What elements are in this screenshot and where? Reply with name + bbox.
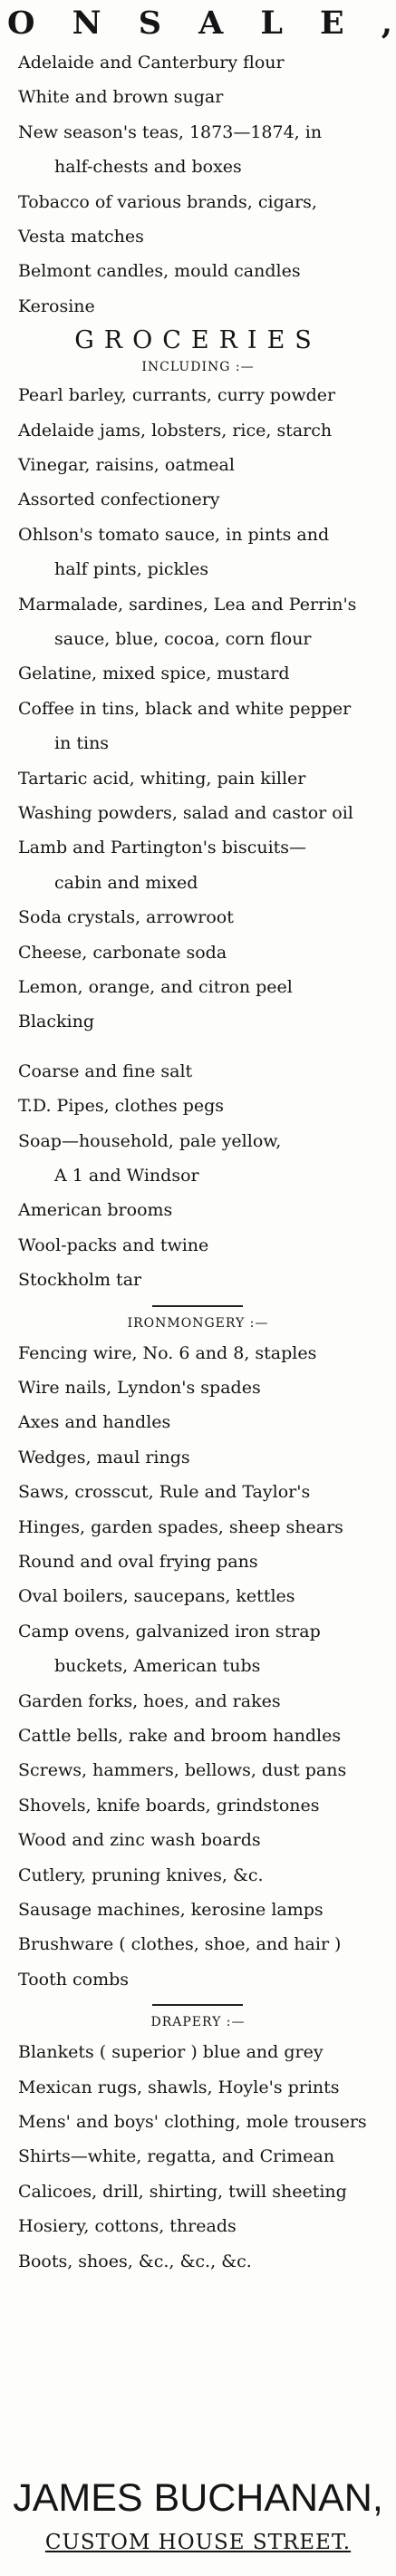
list-item-text: Tobacco of various brands, cigars, — [18, 191, 317, 212]
groceries-title: GROCERIES — [74, 326, 322, 355]
heading-letter: A — [198, 5, 224, 42]
list-item-text: Vinegar, raisins, oatmeal — [18, 455, 235, 475]
list-item-text: Screws, hammers, bellows, dust pans — [18, 1760, 347, 1781]
list-item-text: Hosiery, cottons, threads — [18, 2216, 237, 2237]
list-item — [0, 587, 396, 622]
list-item-text: Kerosine — [18, 295, 95, 316]
list-item-continuation-text: A 1 and Windsor — [54, 1166, 199, 1186]
list-item-text: Vesta matches — [18, 227, 144, 247]
list-item — [0, 1440, 396, 1475]
list-item — [0, 1336, 396, 1370]
list-item-continuation — [0, 150, 396, 184]
list-item-text: Assorted confectionery — [18, 489, 220, 510]
list-item — [0, 185, 396, 219]
list-item-text: Brushware ( clothes, shoe, and hair ) — [18, 1934, 342, 1955]
list-item-text: American brooms — [18, 1200, 173, 1221]
list-item-text: Wood and zinc wash boards — [18, 1830, 261, 1851]
list-item — [0, 2139, 396, 2174]
list-item-text: Garden forks, hoes, and rakes — [18, 1690, 281, 1711]
list-item-text: Mexican rugs, shawls, Hoyle's prints — [18, 2077, 340, 2097]
list-item — [0, 1545, 396, 1579]
list-item — [0, 1193, 396, 1227]
list-item-continuation-text: in tins — [54, 733, 110, 754]
list-item-text: Axes and handles — [18, 1412, 171, 1433]
heading-letter: , — [381, 5, 392, 42]
drapery-title: DRAPERY :— — [150, 2015, 246, 2030]
list-item-text: Wool-packs and twine — [18, 1235, 209, 1255]
list-item-text: Mens' and boys' clothing, mole trousers — [18, 2112, 367, 2132]
list-item-text: Wire nails, Lyndon's spades — [18, 1378, 261, 1398]
ironmongery-title: IRONMONGERY :— — [127, 1315, 269, 1331]
list-item — [0, 1510, 396, 1545]
list-item — [0, 2035, 396, 2069]
list-item-text: Coffee in tins, black and white pepper — [18, 698, 352, 719]
list-item-text: Shovels, knife boards, grindstones — [18, 1795, 320, 1816]
list-item — [0, 1124, 396, 1158]
list-item — [0, 1753, 396, 1787]
list-item — [0, 796, 396, 830]
list-item — [0, 900, 396, 935]
merchant-name: JAMES BUCHANAN, — [13, 2476, 383, 2520]
list-item-text: Lamb and Partington's biscuits— — [18, 838, 307, 858]
list-item-text: Soap—household, pale yellow, — [18, 1130, 282, 1151]
list-item — [0, 1405, 396, 1439]
list-item-text: Marmalade, sardines, Lea and Perrin's — [18, 594, 357, 615]
list-item-text: Calicoes, drill, shirting, twill sheeting — [18, 2181, 347, 2202]
list-item — [0, 1893, 396, 1927]
list-item-text: Soda crystals, arrowroot — [18, 907, 234, 928]
list-item-text: Saws, crosscut, Rule and Taylor's — [18, 1482, 311, 1503]
list-item-text: Cutlery, pruning knives, &c. — [18, 1864, 264, 1885]
list-item-text: White and brown sugar — [18, 87, 224, 108]
list-item — [0, 80, 396, 114]
list-item-text: Hinges, garden spades, sheep shears — [18, 1516, 343, 1537]
list-item — [0, 1684, 396, 1719]
list-item — [0, 1004, 396, 1039]
list-item — [0, 448, 396, 482]
list-item — [0, 1927, 396, 1961]
list-item-text: Blankets ( superior ) blue and grey — [18, 2042, 324, 2063]
list-item-text: Gelatine, mixed spice, mustard — [18, 663, 290, 684]
list-item — [0, 2105, 396, 2139]
list-item-text: Camp ovens, galvanized iron strap — [18, 1621, 321, 1641]
list-item — [0, 1614, 396, 1649]
list-item — [0, 482, 396, 517]
list-item-continuation-text: cabin and mixed — [54, 872, 198, 893]
list-item — [0, 1788, 396, 1823]
section-divider — [152, 2004, 243, 2006]
list-item — [0, 1962, 396, 1997]
list-item-continuation — [0, 552, 396, 586]
list-item-text: Blacking — [18, 1012, 94, 1032]
list-item — [0, 2244, 396, 2279]
list-item-continuation — [0, 866, 396, 900]
list-item-text: Stockholm tar — [18, 1270, 142, 1291]
list-item-text: Wedges, maul rings — [18, 1447, 190, 1467]
list-item — [0, 2174, 396, 2209]
list-item-continuation — [0, 726, 396, 760]
list-item — [0, 692, 396, 726]
list-item-continuation-text: buckets, American tubs — [54, 1656, 261, 1677]
list-item-continuation — [0, 622, 396, 656]
list-item-text: Cattle bells, rake and broom handles — [18, 1726, 342, 1746]
list-item-text: New season's teas, 1873—1874, in — [18, 121, 323, 142]
list-item-text: Fencing wire, No. 6 and 8, staples — [18, 1342, 317, 1363]
list-item — [0, 1228, 396, 1263]
heading-letter: L — [260, 5, 283, 42]
list-item-text: Adelaide and Canterbury flour — [18, 53, 285, 73]
list-item — [0, 413, 396, 448]
on-sale-heading — [0, 5, 396, 42]
list-item — [0, 45, 396, 80]
list-item-text: Pearl barley, currants, curry powder — [18, 385, 336, 406]
list-item — [0, 2209, 396, 2243]
list-item-text: Round and oval frying pans — [18, 1552, 258, 1572]
list-item — [0, 289, 396, 324]
list-item-text: Oval boilers, saucepans, kettles — [18, 1586, 295, 1607]
list-item — [0, 761, 396, 796]
list-item — [0, 518, 396, 552]
list-item-text: Cheese, carbonate soda — [18, 942, 227, 963]
list-item — [0, 935, 396, 970]
list-item-continuation-text: half-chests and boxes — [54, 157, 242, 178]
list-item — [0, 1719, 396, 1753]
list-item — [0, 1823, 396, 1857]
list-item — [0, 970, 396, 1004]
list-item-text: Ohlson's tomato sauce, in pints and — [18, 524, 330, 545]
list-item-text: Washing powders, salad and castor oil — [18, 803, 353, 823]
heading-letter: O — [7, 5, 35, 42]
list-item-continuation — [0, 1649, 396, 1683]
list-item — [0, 830, 396, 865]
list-item-text: Shirts—white, regatta, and Crimean — [18, 2146, 335, 2167]
list-item-continuation-text: half pints, pickles — [54, 559, 209, 580]
list-item-continuation-text: sauce, blue, cocoa, corn flour — [54, 629, 312, 649]
groceries-subtitle: INCLUDING :— — [141, 360, 255, 375]
list-item — [0, 115, 396, 150]
list-item-text: Boots, shoes, &c., &c., &c. — [18, 2251, 252, 2271]
list-item — [0, 656, 396, 691]
section-divider — [152, 1305, 243, 1307]
list-item-text: Coarse and fine salt — [18, 1060, 193, 1081]
list-item — [0, 2070, 396, 2105]
list-item — [0, 1475, 396, 1509]
heading-letter: S — [138, 5, 161, 42]
heading-letter: E — [320, 5, 344, 42]
list-item-text: Adelaide jams, lobsters, rice, starch — [18, 420, 333, 441]
list-item — [0, 219, 396, 254]
heading-letter: N — [72, 5, 101, 42]
list-item — [0, 1370, 396, 1405]
list-item — [0, 1579, 396, 1613]
list-item — [0, 1054, 396, 1089]
list-item-continuation — [0, 1158, 396, 1193]
list-item-text: Lemon, orange, and citron peel — [18, 977, 293, 997]
merchant-address: CUSTOM HOUSE STREET. — [44, 2531, 352, 2554]
list-item-text: T.D. Pipes, clothes pegs — [18, 1096, 225, 1117]
list-item — [0, 254, 396, 288]
list-item-text: Belmont candles, mould candles — [18, 261, 301, 282]
list-item — [0, 378, 396, 412]
list-item-text: Sausage machines, kerosine lamps — [18, 1900, 324, 1920]
list-item — [0, 1089, 396, 1123]
list-item-text: Tooth combs — [18, 1969, 129, 1990]
list-item — [0, 1263, 396, 1297]
list-item — [0, 1858, 396, 1893]
list-item-text: Tartaric acid, whiting, pain killer — [18, 768, 306, 789]
